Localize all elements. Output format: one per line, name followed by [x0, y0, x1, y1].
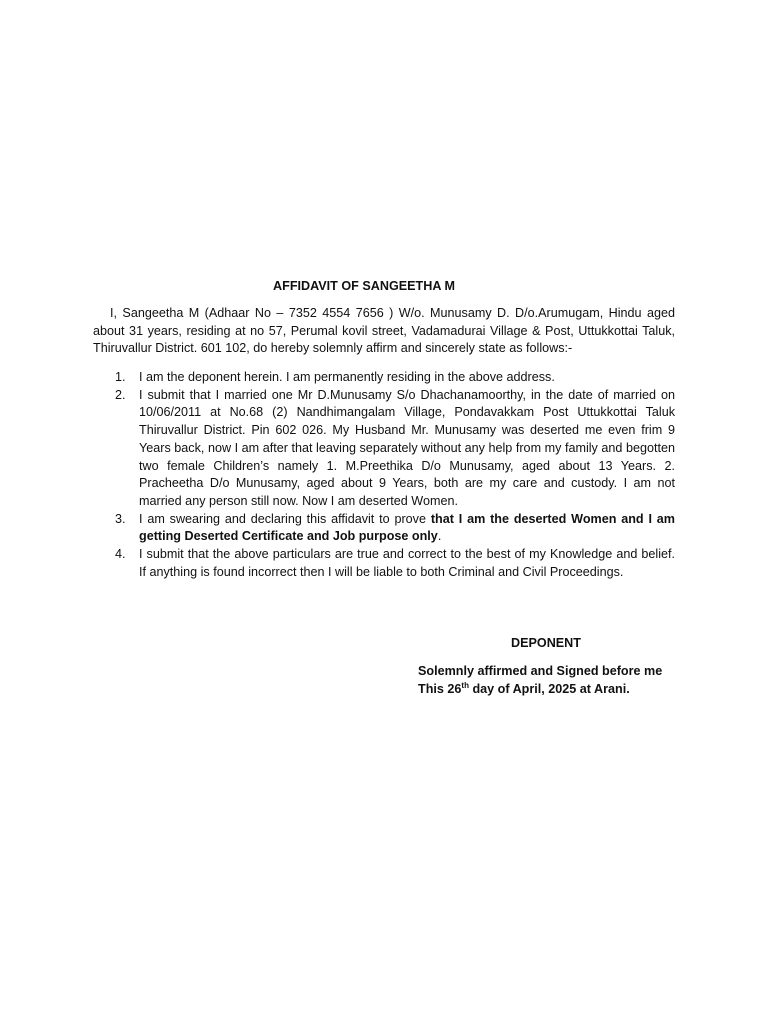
signed-line-2-ordinal: th [461, 680, 469, 690]
signed-line-2-end: day of April, 2025 at Arani. [468, 681, 630, 696]
signed-line-2-start: This 26 [418, 681, 462, 696]
list-item [93, 546, 675, 581]
list-item-text: I am swearing and declaring this affidavit to prove [139, 511, 431, 526]
signed-line-1: Solemnly affirmed and Signed before me [418, 664, 663, 678]
list-item-number: 3. [115, 511, 126, 526]
list-item-text: I submit that I married one Mr D.Munusamy S/o Dhachanamoorthy, in the date of married on 10/06/2011 at No.68 (2) Nandhimangalam Village, Pondavakkam Post Uttukkottai Taluk Thiruvallur District. Pin 602 026. My Husband Mr. Munusamy was deserted me even frim 9 Years back, now I am after that leaving separately without any help from my family and begotten two female Children’s namely 1. M.Preethika D/o Munusamy, aged about 13 Years. 2. Pracheetha D/o Munusamy, aged about 9 Years, both are my care and custody. I am not married any person still now. Now I am deserted Women. [139, 387, 675, 508]
list-item-bold-text: that I am the deserted Women and I am getting Deserted Certificate and Job purpose only [139, 511, 675, 544]
list-item-text: I submit that the above particulars are true and correct to the best of my Knowledge and belief. If anything is found incorrect then I will be liable to both Criminal and Civil Proceedings. [139, 547, 675, 579]
list-item-text: I am the deponent herein. I am permanently residing in the above address. [139, 370, 555, 384]
list-item-number: 2. [115, 387, 126, 402]
intro-paragraph: I, Sangeetha M (Adhaar No – 7352 4554 7656 ) W/o. Munusamy D. D/o.Arumugam, Hindu aged about 31 years, residing at no 57, Perumal kovil street, Vadamadurai Village & Post, Uttukkottai Taluk, Thiruvallur District. 601 102, do hereby solemnly affirm and sincerely state as follows:- [93, 306, 675, 356]
list-item-text-end: . [437, 529, 442, 544]
signature-block [418, 663, 662, 698]
list-item [93, 511, 675, 546]
document-title: AFFIDAVIT OF SANGEETHA M [273, 279, 455, 293]
list-item [93, 369, 675, 387]
list-item-number: 1. [115, 370, 126, 384]
list-item [93, 387, 675, 511]
statement-list [93, 369, 675, 581]
signed-line-2 [418, 681, 662, 699]
deponent-label: DEPONENT [511, 636, 581, 650]
list-item-number: 4. [115, 547, 126, 562]
